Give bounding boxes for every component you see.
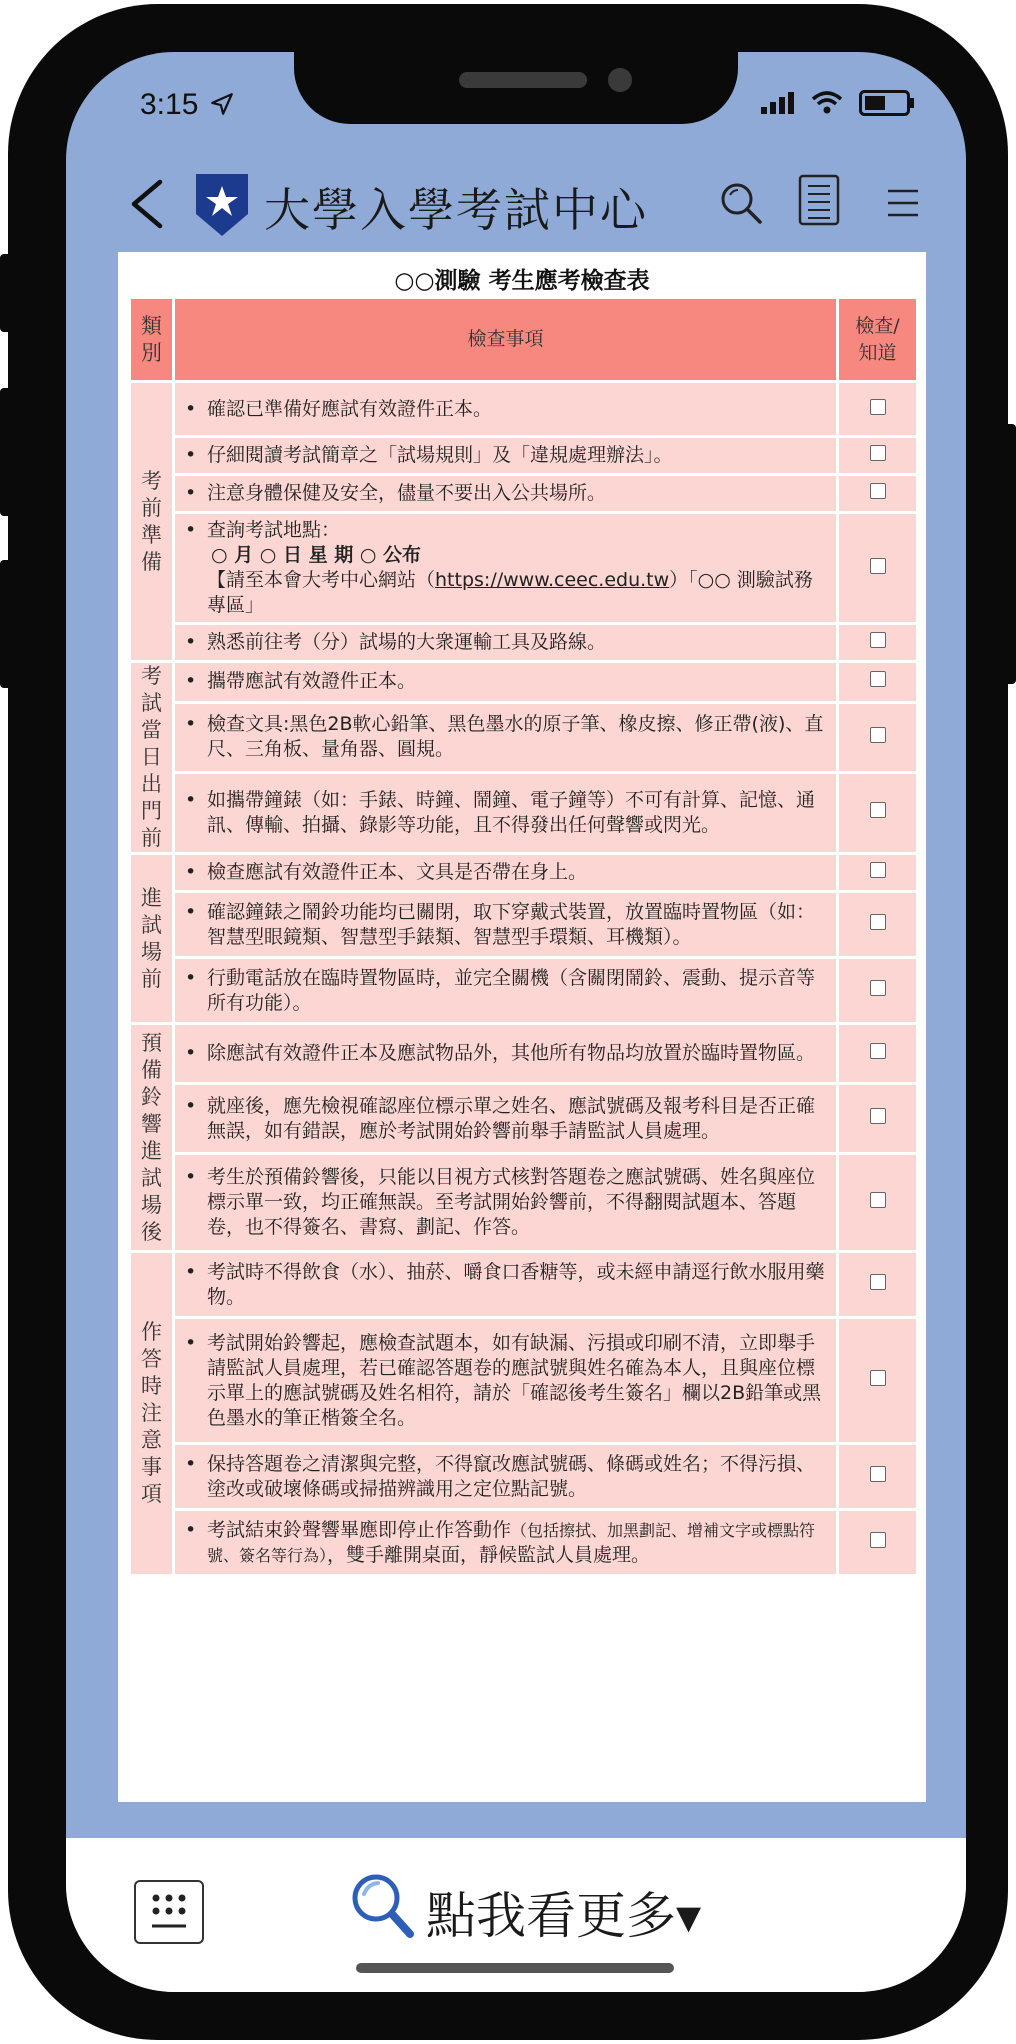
table-header-row	[130, 298, 918, 382]
checkbox[interactable]	[870, 1108, 886, 1124]
checkbox-cell[interactable]	[838, 958, 918, 1024]
app-title: 大學入學考試中心	[264, 183, 648, 237]
table-row	[130, 854, 918, 892]
checkbox-cell[interactable]	[838, 1024, 918, 1084]
table-row	[130, 1510, 918, 1576]
checklist-item: • 就座後，應先檢視確認座位標示單之姓名、應試號碼及報考科目是否正確無誤，如有錯誤，應於考試開始鈴響前舉手請監試人員處理。	[174, 1084, 838, 1154]
checkbox-cell[interactable]	[838, 382, 918, 437]
checkbox[interactable]	[870, 802, 886, 818]
column-header-check: 檢查/知道	[838, 298, 918, 382]
checklist-table	[128, 296, 919, 1577]
see-more-button[interactable]: 點我看更多▾	[426, 1887, 702, 1945]
mute-switch	[0, 254, 12, 332]
back-arrow-icon[interactable]	[126, 178, 170, 230]
checklist-item: • 注意身體保健及安全，儘量不要出入公共場所。	[174, 475, 838, 513]
checklist-title: ○○測驗 考生應考檢查表	[394, 268, 650, 294]
checkbox[interactable]	[870, 399, 886, 415]
checkbox-cell[interactable]	[838, 1084, 918, 1154]
checkbox-cell[interactable]	[838, 702, 918, 772]
checkbox-cell[interactable]	[838, 662, 918, 703]
checkbox[interactable]	[870, 1192, 886, 1208]
checkbox-cell[interactable]	[838, 772, 918, 853]
table-row	[130, 624, 918, 662]
checklist-item: • 保持答題卷之清潔與完整，不得竄改應試號碼、條碼或姓名；不得污損、塗改或破壞條碼或掃描辨識用之定位點記號。	[174, 1444, 838, 1510]
category-cell-before-entry: 進試場前	[130, 854, 174, 1024]
checklist-item: • 除應試有效證件正本及應試物品外，其他所有物品均放置於臨時置物區。	[174, 1024, 838, 1084]
checklist-item: • 查詢考試地點： ○ 月 ○ 日 星 期 ○ 公布 【請至本會大考中心網站（https://www.ceec.edu.tw）「○○ 測驗試務專區」	[174, 513, 838, 624]
camera	[608, 68, 632, 92]
magnifier-icon[interactable]	[350, 1872, 414, 1938]
column-header-item: 檢查事項	[174, 298, 838, 382]
checkbox-cell[interactable]	[838, 1510, 918, 1576]
table-row	[130, 1252, 918, 1318]
keypad-icon	[136, 1882, 202, 1942]
table-row	[130, 1318, 918, 1444]
checkbox[interactable]	[870, 1274, 886, 1290]
home-indicator[interactable]	[356, 1963, 674, 1973]
checklist-item: • 仔細閱讀考試簡章之「試場規則」及「違規處理辦法」。	[174, 437, 838, 475]
speaker	[459, 72, 587, 88]
checklist-item: • 確認鐘錶之鬧鈴功能均已關閉，取下穿戴式裝置，放置臨時置物區（如：智慧型眼鏡類、智慧型手錶類、智慧型手環類、耳機類）。	[174, 892, 838, 958]
volume-up-button	[0, 388, 12, 516]
checklist-item: • 如攜帶鐘錶（如：手錶、時鐘、鬧鐘、電子鐘等）不可有計算、記憶、通訊、傳輸、拍攝、錄影等功能，且不得發出任何聲響或閃光。	[174, 772, 838, 853]
table-row	[130, 772, 918, 853]
checkbox-cell[interactable]	[838, 1444, 918, 1510]
table-row	[130, 958, 918, 1024]
checkbox[interactable]	[870, 1043, 886, 1059]
table-row	[130, 1024, 918, 1084]
table-row	[130, 892, 918, 958]
checkbox-cell[interactable]	[838, 892, 918, 958]
category-cell-prep: 考前準備	[130, 382, 174, 662]
phone-screen	[66, 52, 966, 1992]
checkbox[interactable]	[870, 558, 886, 574]
notch	[294, 52, 738, 124]
search-icon[interactable]	[718, 180, 764, 226]
table-row	[130, 475, 918, 513]
checkbox-cell[interactable]	[838, 437, 918, 475]
checklist-item: • 行動電話放在臨時置物區時，並完全關機（含關閉鬧鈴、震動、提示音等所有功能）。	[174, 958, 838, 1024]
checkbox[interactable]	[870, 914, 886, 930]
status-indicators	[761, 90, 915, 116]
checkbox[interactable]	[870, 1370, 886, 1386]
location-arrow-icon	[209, 91, 235, 117]
checkbox[interactable]	[870, 1466, 886, 1482]
table-row	[130, 1084, 918, 1154]
checkbox-cell[interactable]	[838, 1154, 918, 1252]
ceec-shield-logo-icon	[194, 172, 250, 238]
checklist-item: • 檢查文具:黑色2B軟心鉛筆、黑色墨水的原子筆、橡皮擦、修正帶(液)、直尺、三角板、量角器、圓規。	[174, 702, 838, 772]
table-row	[130, 382, 918, 437]
table-row	[130, 1154, 918, 1252]
app-header	[66, 152, 966, 252]
cellular-signal-icon	[761, 92, 795, 114]
checkbox-cell[interactable]	[838, 1252, 918, 1318]
checklist-item: • 考試開始鈴響起，應檢查試題本，如有缺漏、污損或印刷不清，立即舉手請監試人員處理，若已確認答題卷的應試號與姓名確為本人，且與座位標示單上的應試號碼及姓名相符，請於「確認後考生簽名」欄以2B鉛筆或黑色墨水的筆正楷簽全名。	[174, 1318, 838, 1444]
checkbox-cell[interactable]	[838, 624, 918, 662]
bottom-bar	[66, 1838, 966, 1992]
checklist-item: • 攜帶應試有效證件正本。	[174, 662, 838, 703]
table-row	[130, 1444, 918, 1510]
phone-frame	[8, 4, 1008, 2040]
battery-icon	[859, 90, 915, 116]
checkbox-cell[interactable]	[838, 854, 918, 892]
document-list-icon[interactable]	[798, 174, 840, 226]
checklist-item: • 檢查應試有效證件正本、文具是否帶在身上。	[174, 854, 838, 892]
category-cell-after-entry: 預備鈴響進試場後	[130, 1024, 174, 1252]
table-row	[130, 437, 918, 475]
power-button	[1004, 424, 1016, 684]
column-header-category: 類別	[130, 298, 174, 382]
checklist-sheet	[118, 252, 926, 1802]
checkbox[interactable]	[870, 862, 886, 878]
category-cell-exam-day: 考試當日出門前	[130, 662, 174, 854]
category-cell-answering: 作答時注意事項	[130, 1252, 174, 1576]
checkbox-cell[interactable]	[838, 1318, 918, 1444]
checkbox[interactable]	[870, 980, 886, 996]
status-time-text: 3:15	[140, 88, 199, 121]
checkbox[interactable]	[870, 483, 886, 499]
checklist-item: • 確認已準備好應試有效證件正本。	[174, 382, 838, 437]
checkbox-cell[interactable]	[838, 513, 918, 624]
checklist-item: • 考試結束鈴聲響畢應即停止作答動作（包括擦拭、加黑劃記、增補文字或標點符號、簽名等行為），雙手離開桌面，靜候監試人員處理。	[174, 1510, 838, 1576]
hamburger-menu-icon[interactable]	[886, 188, 920, 218]
wifi-icon	[811, 91, 843, 115]
table-row	[130, 513, 918, 624]
checkbox[interactable]	[870, 1532, 886, 1548]
checkbox[interactable]	[870, 632, 886, 648]
volume-down-button	[0, 560, 12, 688]
ceec-website-link[interactable]: https://www.ceec.edu.tw	[435, 569, 670, 591]
table-row	[130, 662, 918, 703]
checkbox[interactable]	[870, 671, 886, 687]
status-time	[140, 88, 235, 122]
checklist-item: • 考生於預備鈴響後，只能以目視方式核對答題卷之應試號碼、姓名與座位標示單一致，均正確無誤。至考試開始鈴響前，不得翻閱試題本、答題卷，也不得簽名、書寫、劃記、作答。	[174, 1154, 838, 1252]
table-row	[130, 702, 918, 772]
checkbox[interactable]	[870, 727, 886, 743]
checklist-item: • 考試時不得飲食（水）、抽菸、嚼食口香糖等，或未經申請逕行飲水服用藥物。	[174, 1252, 838, 1318]
checklist-item: • 熟悉前往考（分）試場的大衆運輸工具及路線。	[174, 624, 838, 662]
keypad-button[interactable]	[134, 1880, 204, 1944]
checkbox[interactable]	[870, 445, 886, 461]
checkbox-cell[interactable]	[838, 475, 918, 513]
